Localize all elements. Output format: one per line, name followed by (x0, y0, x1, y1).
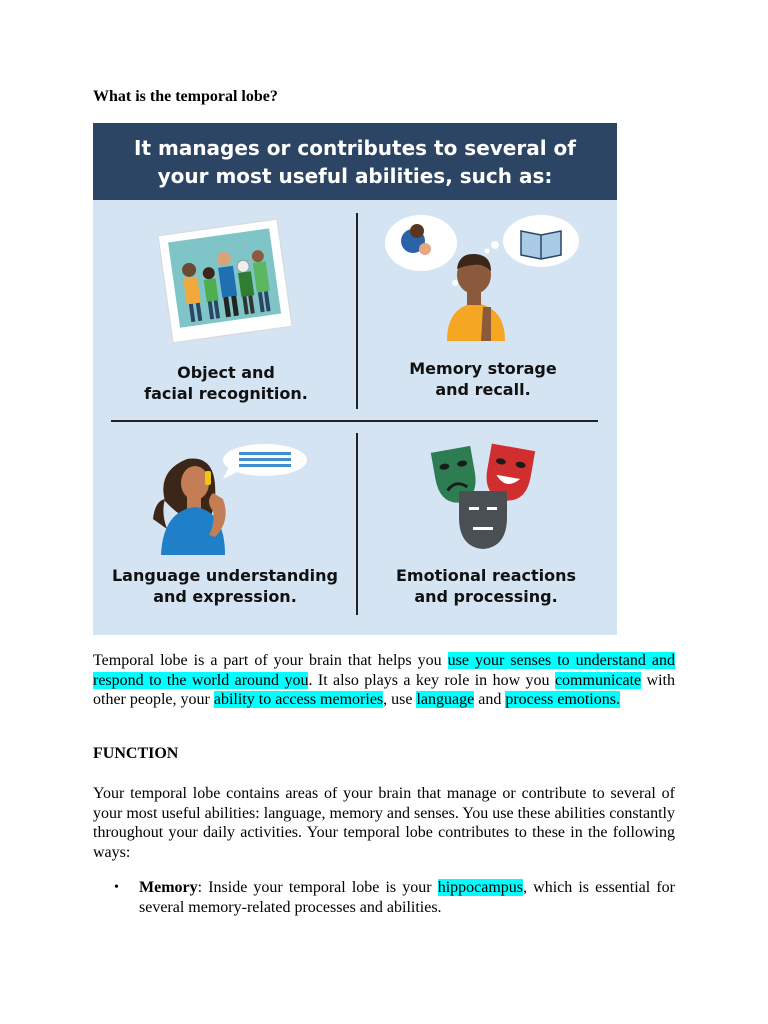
intro-text-4: , use (383, 691, 417, 709)
intro-text-5: and (474, 691, 506, 709)
function-heading: FUNCTION (93, 745, 179, 762)
highlight-emotions: process emotions. (505, 691, 620, 709)
horizontal-divider (111, 420, 598, 422)
intro-text-3: with other people, your (93, 671, 675, 709)
page-heading: What is the temporal lobe? (93, 88, 278, 105)
quadrant-4-line1: Emotional reactions (395, 566, 577, 585)
infographic-header-line2: your most useful abilities, such as: (157, 163, 553, 188)
highlight-memories: ability to access memories (213, 691, 384, 709)
quadrant-4-line2: and processing. (414, 587, 558, 606)
infographic-header (93, 123, 617, 200)
quadrant-1-line1: Object and (177, 363, 275, 382)
function-paragraph: Your temporal lobe contains areas of your brain that manage or contribute to several of your most useful abilities: language, memory and senses. You use these abilities constantly throughout your daily activities. Your temporal lobe contributes to these in the following ways: (93, 785, 675, 861)
intro-paragraph (93, 651, 675, 710)
quadrant-2-line1: Memory storage (409, 359, 557, 378)
infographic-header-line1: It manages or contributes to several of (134, 135, 576, 160)
intro-text-1: Temporal lobe is a part of your brain that helps you (93, 652, 448, 669)
quadrant-2-line2: and recall. (435, 380, 531, 399)
highlight-communicate: communicate (554, 671, 642, 689)
bullet-marker: • (114, 880, 119, 895)
temporal-lobe-infographic (93, 123, 617, 635)
family-photo-icon (155, 215, 295, 347)
vertical-divider-bottom (356, 433, 358, 615)
quadrant-3-line2: and expression. (153, 587, 297, 606)
highlight-hippocampus: hippocampus (437, 879, 524, 896)
quadrant-3-line1: Language understanding (111, 566, 338, 585)
theater-masks-icon (429, 441, 539, 553)
quadrant-label-recognition (123, 362, 329, 404)
bullet-text-1: : Inside your temporal lobe is your (197, 879, 438, 896)
bullet-term: Memory (139, 879, 198, 896)
highlight-senses: use your senses to understand and respond to the world around you (93, 652, 675, 689)
function-bullet-list (114, 878, 675, 917)
quadrant-label-emotions (375, 565, 597, 607)
intro-text-2: . It also plays a key role in how you (308, 671, 555, 689)
quadrant-label-memory (383, 358, 583, 400)
bullet-text-2: , which is essential for several memory-related processes and abilities. (139, 879, 675, 916)
quadrant-1-line2: facial recognition. (144, 384, 308, 403)
quadrant-label-language (107, 565, 343, 607)
vertical-divider-top (356, 213, 358, 409)
thinking-person-icon (383, 211, 583, 351)
list-item (114, 878, 675, 917)
highlight-language: language (416, 691, 475, 709)
person-on-phone-icon (143, 441, 323, 559)
